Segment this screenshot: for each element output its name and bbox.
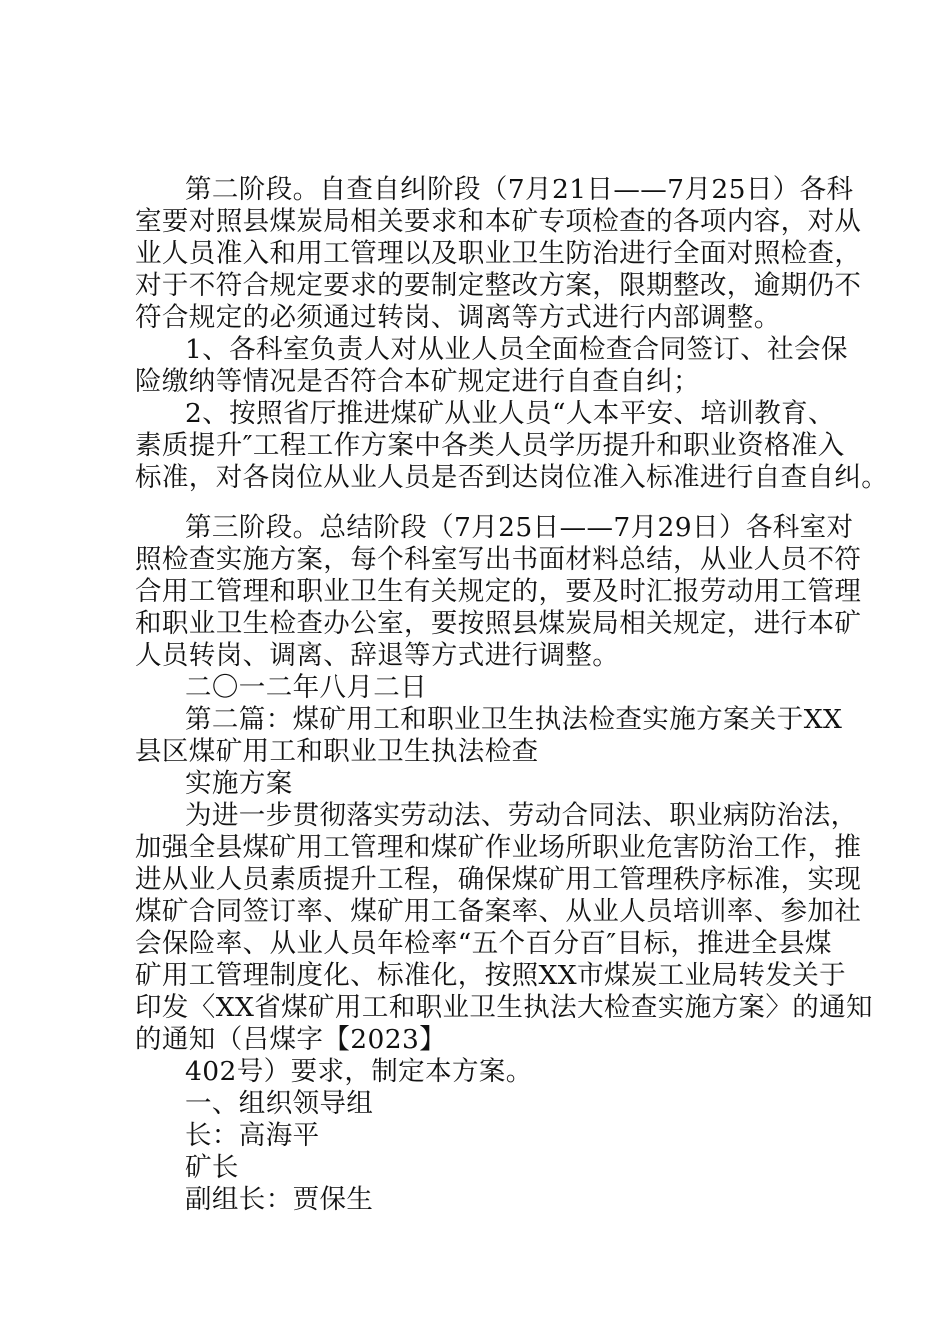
paragraph-line: 矿用工管理制度化、标准化，按照XX市煤炭工业局转发关于 (135, 960, 847, 991)
paragraph-line: 人员转岗、调离、辞退等方式进行调整。 (135, 640, 620, 671)
paragraph-line: 2、按照省厅推进煤矿从业人员“人本平安、培训教育、 (185, 398, 835, 429)
paragraph-line: 印发〈XX省煤矿用工和职业卫生执法大检查实施方案〉的通知 (135, 992, 873, 1023)
paragraph-line: 对于不符合规定要求的要制定整改方案，限期整改，逾期仍不 (135, 270, 862, 301)
paragraph-line: 402号）要求，制定本方案。 (185, 1056, 533, 1087)
paragraph-line: 符合规定的必须通过转岗、调离等方式进行内部调整。 (135, 302, 781, 333)
list-item: 矿长 (185, 1152, 239, 1183)
section-heading: 第二篇：煤矿用工和职业卫生执法检查实施方案关于XX (185, 704, 843, 735)
list-heading: 一、组织领导组 (185, 1088, 374, 1119)
section-heading: 实施方案 (185, 768, 293, 799)
paragraph-line: 合用工管理和职业卫生有关规定的，要及时汇报劳动用工管理 (135, 576, 862, 607)
paragraph-line: 第三阶段。总结阶段（7月25日——7月29日）各科室对 (185, 512, 854, 543)
list-item: 长：高海平 (185, 1120, 320, 1151)
paragraph-line: 进从业人员素质提升工程，确保煤矿用工管理秩序标准，实现 (135, 864, 862, 895)
paragraph-line: 室要对照县煤炭局相关要求和本矿专项检查的各项内容，对从 (135, 206, 862, 237)
paragraph-line: 标准，对各岗位从业人员是否到达岗位准入标准进行自查自纠。 (135, 462, 889, 493)
paragraph-line: 业人员准入和用工管理以及职业卫生防治进行全面对照检查， (135, 238, 862, 269)
paragraph-line: 会保险率、从业人员年检率“五个百分百″目标，推进全县煤 (135, 928, 832, 959)
paragraph-line: 险缴纳等情况是否符合本矿规定进行自查自纠； (135, 366, 700, 397)
paragraph-line: 加强全县煤矿用工管理和煤矿作业场所职业危害防治工作，推 (135, 832, 862, 863)
paragraph-line: 为进一步贯彻落实劳动法、劳动合同法、职业病防治法， (185, 800, 858, 831)
paragraph-line: 第二阶段。自查自纠阶段（7月21日——7月25日）各科 (185, 174, 854, 205)
paragraph-line: 和职业卫生检查办公室，要按照县煤炭局相关规定，进行本矿 (135, 608, 862, 639)
paragraph-line: 素质提升″工程工作方案中各类人员学历提升和职业资格准入 (135, 430, 845, 461)
section-heading: 县区煤矿用工和职业卫生执法检查 (135, 736, 539, 767)
date-line: 二〇一二年八月二日 (185, 672, 428, 703)
list-item: 副组长：贾保生 (185, 1184, 374, 1215)
paragraph-line: 1、各科室负责人对从业人员全面检查合同签订、社会保 (185, 334, 848, 365)
paragraph-line: 的通知（吕煤字【2023】 (135, 1024, 447, 1055)
paragraph-line: 煤矿合同签订率、煤矿用工备案率、从业人员培训率、参加社 (135, 896, 862, 927)
paragraph-line: 照检查实施方案，每个科室写出书面材料总结，从业人员不符 (135, 544, 862, 575)
